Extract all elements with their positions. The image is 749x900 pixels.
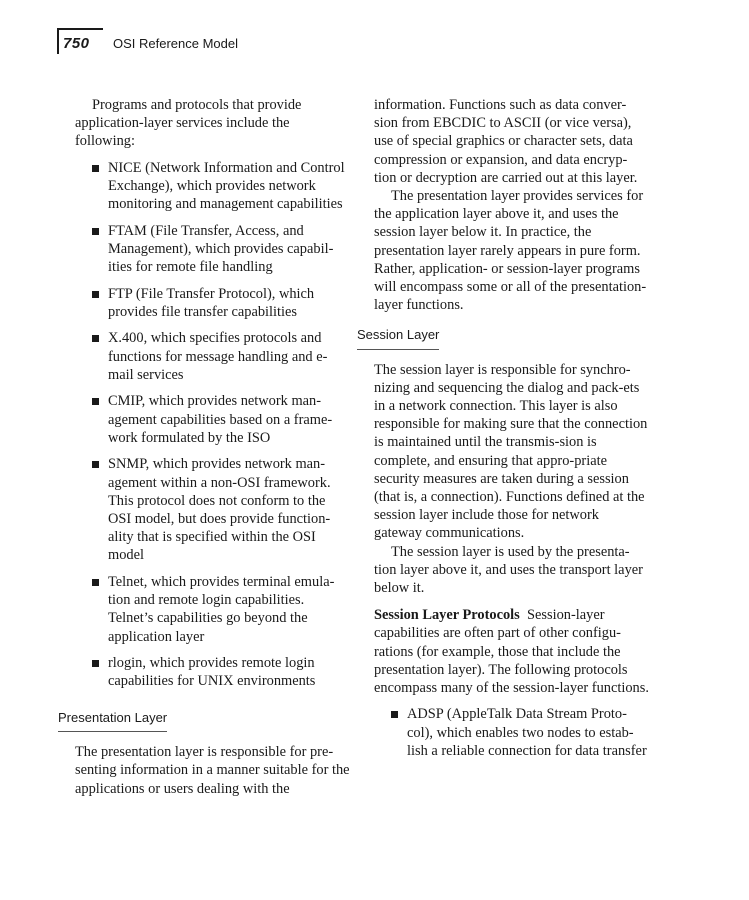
bullet-icon	[92, 660, 99, 667]
bullet-icon	[92, 291, 99, 298]
left-column	[58, 96, 350, 798]
bullet-icon	[92, 398, 99, 405]
session-paragraph-2: The session layer is used by the presenta-tion layer above it, and uses the transport layer below it.	[374, 543, 643, 597]
intro-paragraph: Programs and protocols that provide application-layer services include the following:	[75, 97, 302, 150]
header-bracket	[57, 28, 59, 54]
list-item: NICE (Network Information and Control Exchange), which provides network monitoring and management capabilities	[75, 159, 350, 214]
page-number: 750	[63, 35, 90, 52]
bullet-icon	[92, 165, 99, 172]
list-item: FTP (File Transfer Protocol), which provides file transfer capabilities	[75, 285, 350, 321]
application-protocol-list	[75, 159, 350, 691]
list-item: rlogin, which provides remote login capabilities for UNIX environments	[75, 654, 350, 690]
bullet-icon	[391, 711, 398, 718]
session-protocols-runin: Session Layer Protocols	[374, 607, 520, 624]
session-layer-heading: Session Layer	[357, 326, 439, 349]
presentation-layer-heading: Presentation Layer	[58, 709, 167, 732]
bullet-icon	[92, 228, 99, 235]
page-header	[57, 28, 257, 54]
header-rule	[57, 28, 103, 30]
continued-paragraph: information. Functions such as data conver-sion from EBCDIC to ASCII (or vice versa), use of special graphics or character sets, data compression or expansion, and data encryp-tion or decryption are carried out at this layer.	[374, 97, 638, 186]
presentation-paragraph-2: The presentation layer provides services for the application layer above it, and uses the session layer below it. In practice, the presentation layer rarely appears in pure form. Rather, application- or session-layer programs will encompass some or all of the presentation-layer functions.	[374, 188, 647, 314]
list-item: ADSP (AppleTalk Data Stream Proto-col), which enables two nodes to estab-lish a reliable connection for data transfer	[374, 705, 649, 760]
bullet-icon	[92, 461, 99, 468]
bullet-icon	[92, 579, 99, 586]
list-item: SNMP, which provides network man-agement within a non-OSI framework. This protocol does not conform to the OSI model, but does provide function-ality that is specified within the OSI model	[75, 455, 350, 564]
list-item: CMIP, which provides network man-agement capabilities based on a frame-work formulated by the ISO	[75, 392, 350, 447]
bullet-icon	[92, 335, 99, 342]
session-protocol-list	[374, 705, 649, 760]
list-item: Telnet, which provides terminal emula-tion and remote login capabilities. Telnet’s capabilities go beyond the application layer	[75, 573, 350, 646]
list-item: FTAM (File Transfer, Access, and Management), which provides capabil-ities for remote file handling	[75, 222, 350, 277]
session-paragraph-1: The session layer is responsible for synchro-nizing and sequencing the dialog and pack-ets in a network connection. This layer is also responsible for making sure that the connection is maintained until the transmis-sion is complete, and ensuring that appro-priate security measures are taken during a session (that is, a connection). Functions defined at the session layer include those for network gateway communications.	[374, 361, 648, 542]
presentation-paragraph: The presentation layer is responsible for pre-senting information in a manner suitable for the applications or users dealing with the	[75, 744, 350, 797]
session-protocols-text: Session-layer capabilities are often part of other configu-rations (for example, those that include the presentation layer). The following protocols encompass many of the session-layer functions.	[374, 607, 649, 697]
right-column	[357, 96, 649, 768]
session-protocols-paragraph	[374, 606, 649, 697]
running-title: OSI Reference Model	[113, 36, 239, 51]
list-item: X.400, which specifies protocols and functions for message handling and e-mail services	[75, 329, 350, 384]
